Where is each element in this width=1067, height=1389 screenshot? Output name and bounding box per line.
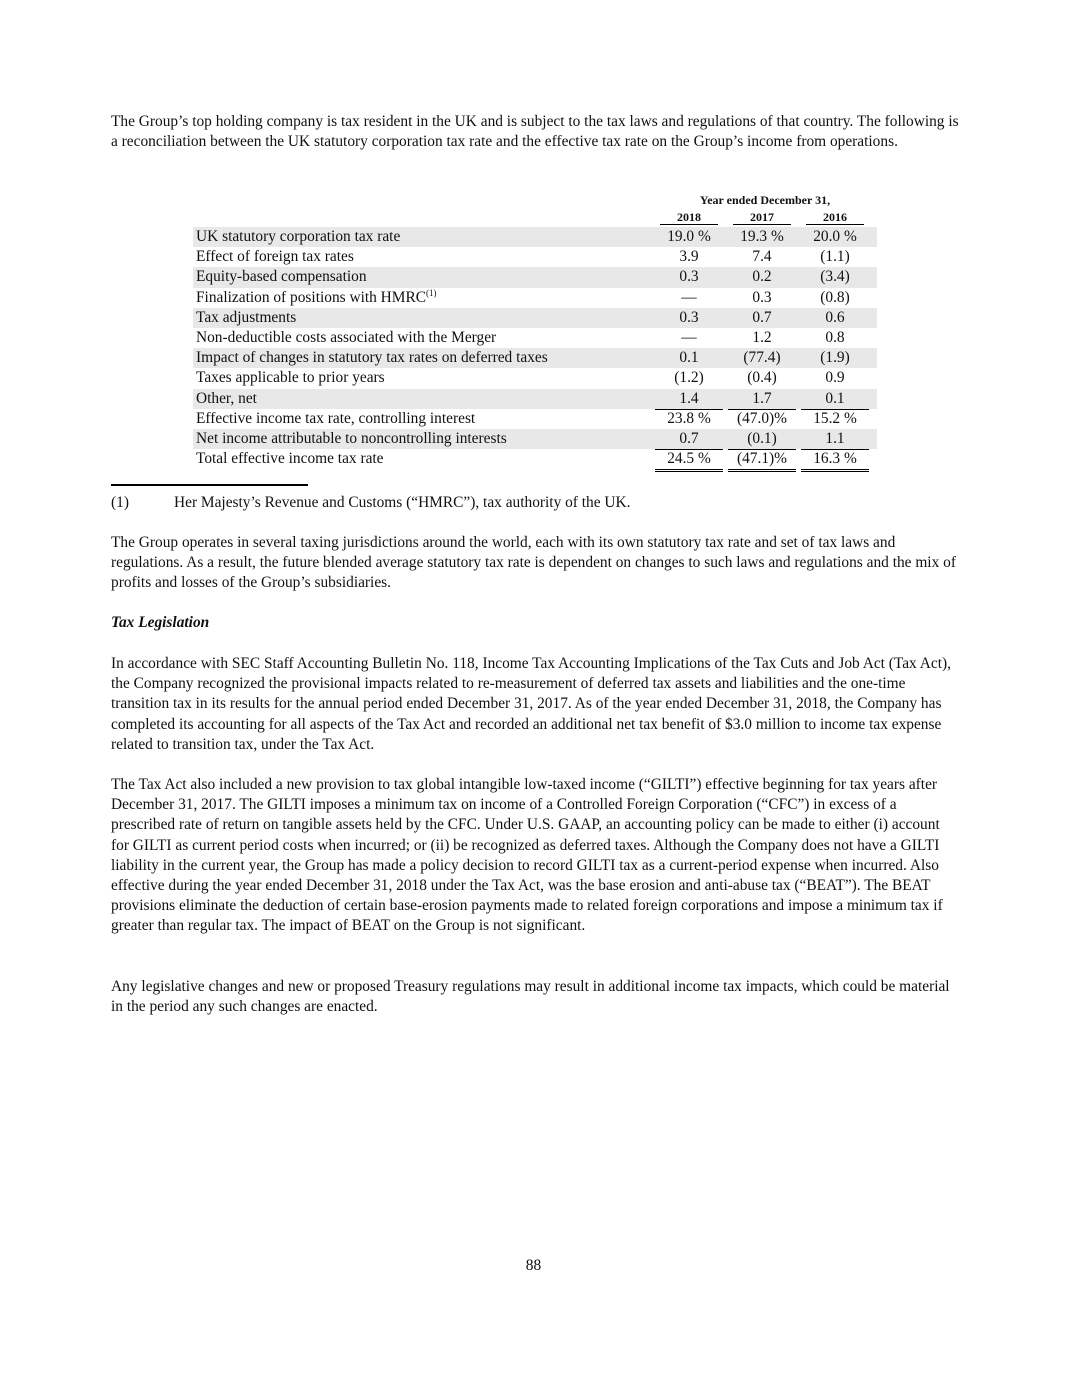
- value-2017: (47.1)%: [728, 449, 796, 472]
- value-2016: (1.1): [820, 248, 850, 266]
- row-label: Effect of foreign tax rates: [196, 248, 354, 266]
- footnote-divider: [111, 484, 308, 486]
- value-2017: (77.4): [743, 349, 781, 367]
- value-2016: 0.8: [825, 328, 845, 346]
- value-2018: 0.3: [679, 308, 699, 326]
- value-2017: 0.3: [752, 288, 772, 306]
- gilti-paragraph: The Tax Act also included a new provision to tax global intangible low-taxed income (“GILTI”) effective beginning for tax years after December 31, 2017. The GILTI imposes a minimum tax on income of a Controlled Foreign Corporation (“CFC”) in excess of a prescribed rate of return on tangible assets held by the CFC. Under U.S. GAAP, an accounting policy can be made to either (i) account for GILTI as current period costs when incurred; or (ii) be recognized as deferred taxes. Although the Company does not have a GILTI liability in the current year, the Group has made a policy decision to record GILTI tax as a current-period expense when incurred. Also effective during the year ended December 31, 2018 under the Tax Act, was the base erosion and anti-abuse tax (“BEAT”). The BEAT provisions eliminate the deduction of certain base-erosion payments made to related foreign corporations and impose a minimum tax if greater than regular tax. The impact of BEAT on the Group is not significant.: [111, 776, 943, 935]
- jurisdictions-paragraph: The Group operates in several taxing jurisdictions around the world, each with its own statutory tax rate and set of tax laws and regulations. As a result, the future blended average statutory tax rate is dependent on changes to such laws and regulations and the mix of profits and losses of the Group’s subsidiaries.: [111, 534, 956, 592]
- value-2017: 0.2: [752, 268, 772, 286]
- table-header: [193, 193, 877, 227]
- tax-act-paragraph: In accordance with SEC Staff Accounting Bulletin No. 118, Income Tax Accounting Implications of the Tax Cuts and Job Act (Tax Act), the Company recognized the provisional impacts related to re-measurement of deferred tax assets and liabilities and the one-time transition tax in its results for the annual period ended December 31, 2017. As of the year ended December 31, 2018, the Company has completed its accounting for all aspects of the Tax Act and recorded an additional net tax benefit of $3.0 million to income tax expense related to transition tax, under the Tax Act.: [111, 655, 951, 753]
- row-label: Net income attributable to noncontrolling interests: [196, 429, 507, 447]
- footnote-reference: (1): [426, 287, 437, 298]
- value-2016: 0.1: [801, 389, 869, 410]
- table-row: [193, 429, 877, 449]
- value-2018: 0.7: [655, 429, 723, 450]
- page-number: 88: [525, 1257, 542, 1274]
- value-2016: 16.3 %: [801, 449, 869, 472]
- value-2018: 1.4: [655, 389, 723, 410]
- table-row: [193, 267, 877, 287]
- value-2016: (1.9): [820, 349, 850, 367]
- row-label-text: Finalization of positions with HMRC: [196, 288, 427, 306]
- value-2017: (0.4): [747, 369, 777, 387]
- value-2016: (3.4): [820, 268, 850, 286]
- section-heading: Tax Legislation: [111, 614, 210, 631]
- value-2017: 1.7: [728, 389, 796, 410]
- value-2016: 20.0 %: [813, 228, 857, 245]
- value-2018: 0.1: [679, 349, 699, 367]
- row-label: Taxes applicable to prior years: [196, 369, 385, 387]
- row-label: Impact of changes in statutory tax rates on deferred taxes: [196, 349, 548, 367]
- value-2018: 0.3: [679, 268, 699, 286]
- value-2017: (47.0)%: [736, 409, 787, 427]
- value-2016: 0.6: [825, 308, 845, 326]
- value-2018: —: [681, 328, 697, 346]
- value-2017: 19.3 %: [740, 228, 784, 245]
- table-row: [193, 368, 877, 388]
- tax-rate-reconciliation-table: [193, 193, 877, 469]
- table-row: [193, 449, 877, 469]
- value-2018: (1.2): [674, 369, 704, 387]
- value-2016: 0.9: [825, 369, 845, 387]
- legislative-changes-paragraph: Any legislative changes and new or proposed Treasury regulations may result in additional income tax impacts, which could be material in the period any such changes are enacted.: [111, 978, 950, 1016]
- intro-paragraph: The Group’s top holding company is tax resident in the UK and is subject to the tax laws and regulations of that country. The following is a reconciliation between the UK statutory corporation tax rate and the effective tax rate on the Group’s income from operations.: [111, 113, 959, 151]
- column-header-2018: 2018: [660, 210, 718, 225]
- footnote-text: Her Majesty’s Revenue and Customs (“HMRC”), tax authority of the UK.: [174, 494, 631, 511]
- value-2018: 24.5 %: [655, 449, 723, 472]
- row-label: UK statutory corporation tax rate: [196, 228, 401, 245]
- value-2017: 0.7: [752, 308, 772, 326]
- column-header-2016: 2016: [806, 210, 864, 225]
- row-label: Tax adjustments: [196, 308, 297, 326]
- value-2017: 1.2: [752, 328, 772, 346]
- row-label: Equity-based compensation: [196, 268, 367, 286]
- column-header-2017: 2017: [733, 210, 791, 225]
- table-row: [193, 348, 877, 368]
- table-row: [193, 227, 877, 247]
- row-label: Other, net: [196, 389, 257, 407]
- value-2016: 1.1: [801, 429, 869, 450]
- value-2018: 3.9: [679, 248, 699, 266]
- table-row: [193, 409, 877, 429]
- table-row: [193, 389, 877, 409]
- period-header: Year ended December 31,: [699, 193, 831, 207]
- value-2016: (0.8): [820, 288, 850, 306]
- table-row: [193, 328, 877, 348]
- value-2017: (0.1): [728, 429, 796, 450]
- value-2018: 23.8 %: [667, 409, 711, 427]
- row-label: [196, 288, 437, 308]
- value-2018: 19.0 %: [667, 228, 711, 245]
- footnote-marker: (1): [111, 494, 129, 511]
- value-2018: —: [681, 288, 697, 306]
- row-label: Total effective income tax rate: [196, 450, 384, 468]
- table-row: [193, 308, 877, 328]
- value-2017: 7.4: [752, 248, 772, 266]
- table-row: [193, 288, 877, 308]
- value-2016: 15.2 %: [813, 409, 857, 427]
- row-label: Non-deductible costs associated with the Merger: [196, 328, 497, 346]
- table-row: [193, 247, 877, 267]
- row-label: Effective income tax rate, controlling interest: [196, 409, 476, 427]
